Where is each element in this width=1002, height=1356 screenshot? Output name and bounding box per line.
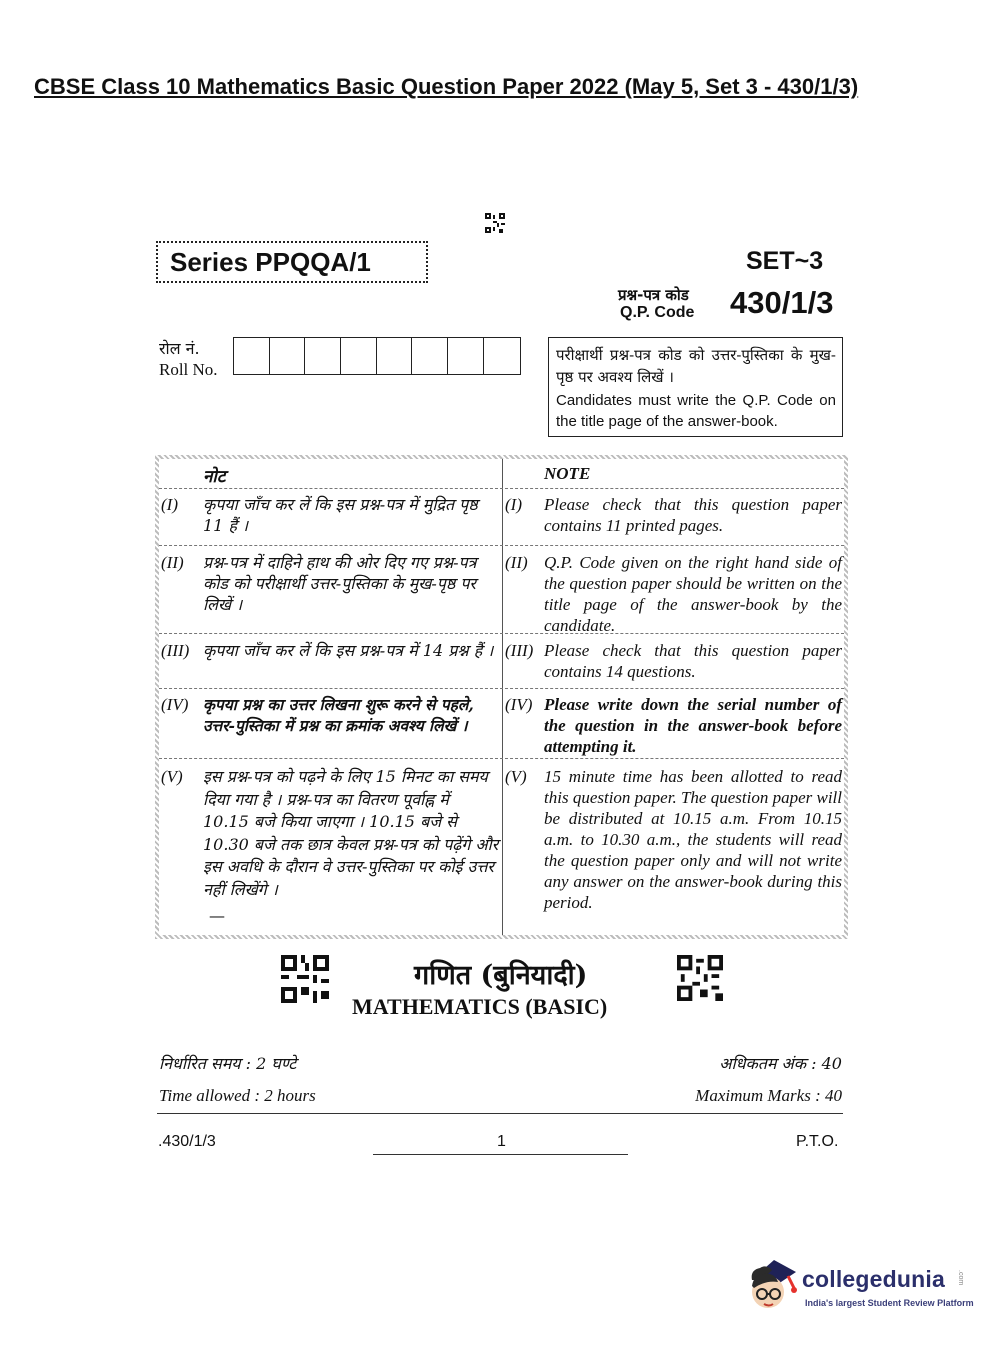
column-divider: [502, 459, 503, 935]
note-number: (II): [505, 553, 528, 572]
roll-digit-box[interactable]: [448, 338, 484, 374]
row-divider: [159, 758, 844, 759]
note-number: (I): [161, 495, 178, 514]
instruction-hindi: परीक्षार्थी प्रश्न-पत्र कोड को उत्तर-पुस्तिका के मुख-पृष्ठ पर अवश्य लिखें ।: [556, 346, 836, 386]
roll-digit-box[interactable]: [270, 338, 306, 374]
max-marks-hindi: अधिकतम अंक : 40: [719, 1054, 842, 1073]
page-number: 1: [497, 1133, 506, 1150]
roll-digit-box[interactable]: [305, 338, 341, 374]
qr-code-icon: [677, 955, 723, 1001]
note-english: 15 minute time has been allotted to read this question paper. The question paper will be distributed at 10.15 a.m. From 10.15 a.m. to 10.30 a.m., the students will read the question paper only and will not write any answer on the answer-book during this period.: [544, 767, 842, 912]
subject-title-hindi: गणित (बुनियादी): [414, 960, 588, 991]
max-marks: Maximum Marks : 40: [695, 1086, 842, 1105]
note-number: (I): [505, 495, 522, 514]
document-title: CBSE Class 10 Mathematics Basic Question Paper 2022 (May 5, Set 3 - 430/1/3): [34, 74, 859, 99]
footer-divider: [373, 1154, 628, 1155]
pto-label: P.T.O.: [796, 1133, 839, 1150]
dash: —: [209, 906, 225, 925]
roll-digit-box[interactable]: [377, 338, 413, 374]
instruction-english: Candidates must write the Q.P. Code on the title page of the answer-book.: [556, 392, 836, 430]
brand-name: collegedunia: [802, 1266, 945, 1292]
roll-label: Roll No.: [159, 360, 218, 379]
note-number: (V): [505, 767, 527, 786]
notes-table: [155, 455, 848, 939]
roll-number-boxes[interactable]: [233, 337, 521, 375]
note-hindi: कृपया जाँच कर लें कि इस प्रश्न-पत्र में मुद्रित पृष्ठ 11 हैं ।: [203, 495, 478, 535]
qr-code-icon: [281, 955, 329, 1003]
brand-tagline: India's largest Student Review Platform: [805, 1298, 974, 1308]
row-divider: [159, 488, 844, 489]
roll-digit-box[interactable]: [412, 338, 448, 374]
note-header-hindi: नोट: [203, 467, 226, 487]
divider: [157, 1113, 843, 1114]
row-divider: [159, 545, 844, 546]
row-divider: [159, 688, 844, 689]
note-hindi: इस प्रश्न-पत्र को पढ़ने के लिए 15 मिनट का समय दिया गया है । प्रश्न-पत्र का वितरण पूर्वाह्न में 10.15 बजे किया जाएगा । 10.15 बजे से 10.30 बजे तक छात्र केवल प्रश्न-पत्र को पढ़ेंगे और इस अवधि के दौरान वे उत्तर-पुस्तिका पर कोई उत्तर नहीं लिखेंगे ।: [203, 767, 499, 899]
note-number: (V): [161, 767, 183, 786]
qp-code-label: Q.P. Code: [620, 304, 695, 321]
note-english: Please check that this question paper contains 14 questions.: [544, 641, 842, 681]
roll-digit-box[interactable]: [234, 338, 270, 374]
time-allowed-hindi: निर्धारित समय : 2 घण्टे: [159, 1054, 297, 1073]
brand-domain: .com: [957, 1270, 964, 1286]
note-hindi: कृपया जाँच कर लें कि इस प्रश्न-पत्र में 14 प्रश्न हैं ।: [203, 641, 494, 660]
qp-code: 430/1/3: [730, 285, 834, 320]
note-number: (II): [161, 553, 184, 572]
time-allowed: Time allowed : 2 hours: [159, 1086, 316, 1105]
series-label: Series PPQQA/1: [156, 241, 428, 283]
roll-digit-box[interactable]: [341, 338, 377, 374]
subject-title: MATHEMATICS (BASIC): [352, 994, 608, 1019]
note-hindi: प्रश्न-पत्र में दाहिने हाथ की ओर दिए गए प्रश्न-पत्र कोड को परीक्षार्थी उत्तर-पुस्तिका के मुख-पृष्ठ पर लिखें ।: [203, 553, 477, 614]
note-header: NOTE: [544, 464, 591, 483]
qr-code-icon: [485, 213, 505, 233]
note-number: (III): [161, 641, 190, 660]
collegedunia-logo-icon: [742, 1254, 802, 1312]
note-english: Please check that this question paper contains 11 printed pages.: [544, 495, 842, 535]
roll-digit-box[interactable]: [484, 338, 520, 374]
qp-code-instruction-box: [548, 337, 843, 437]
roll-label-hindi: रोल नं.: [159, 339, 200, 358]
footer-qp-code: .430/1/3: [158, 1133, 216, 1150]
note-number: (IV): [505, 695, 533, 714]
note-english: Please write down the serial number of the question in the answer-book before attempting it.: [544, 695, 842, 756]
note-hindi: कृपया प्रश्न का उत्तर लिखना शुरू करने से पहले, उत्तर-पुस्तिका में प्रश्न का क्रमांक अवश्य लिखें ।: [203, 695, 474, 735]
note-english: Q.P. Code given on the right hand side of the question paper should be written on the title page of the answer-book by the candidate.: [544, 553, 842, 635]
qp-code-label-hindi: प्रश्न-पत्र कोड: [618, 286, 689, 304]
note-number: (III): [505, 641, 534, 660]
set-label: SET~3: [746, 247, 824, 275]
note-number: (IV): [161, 695, 189, 714]
